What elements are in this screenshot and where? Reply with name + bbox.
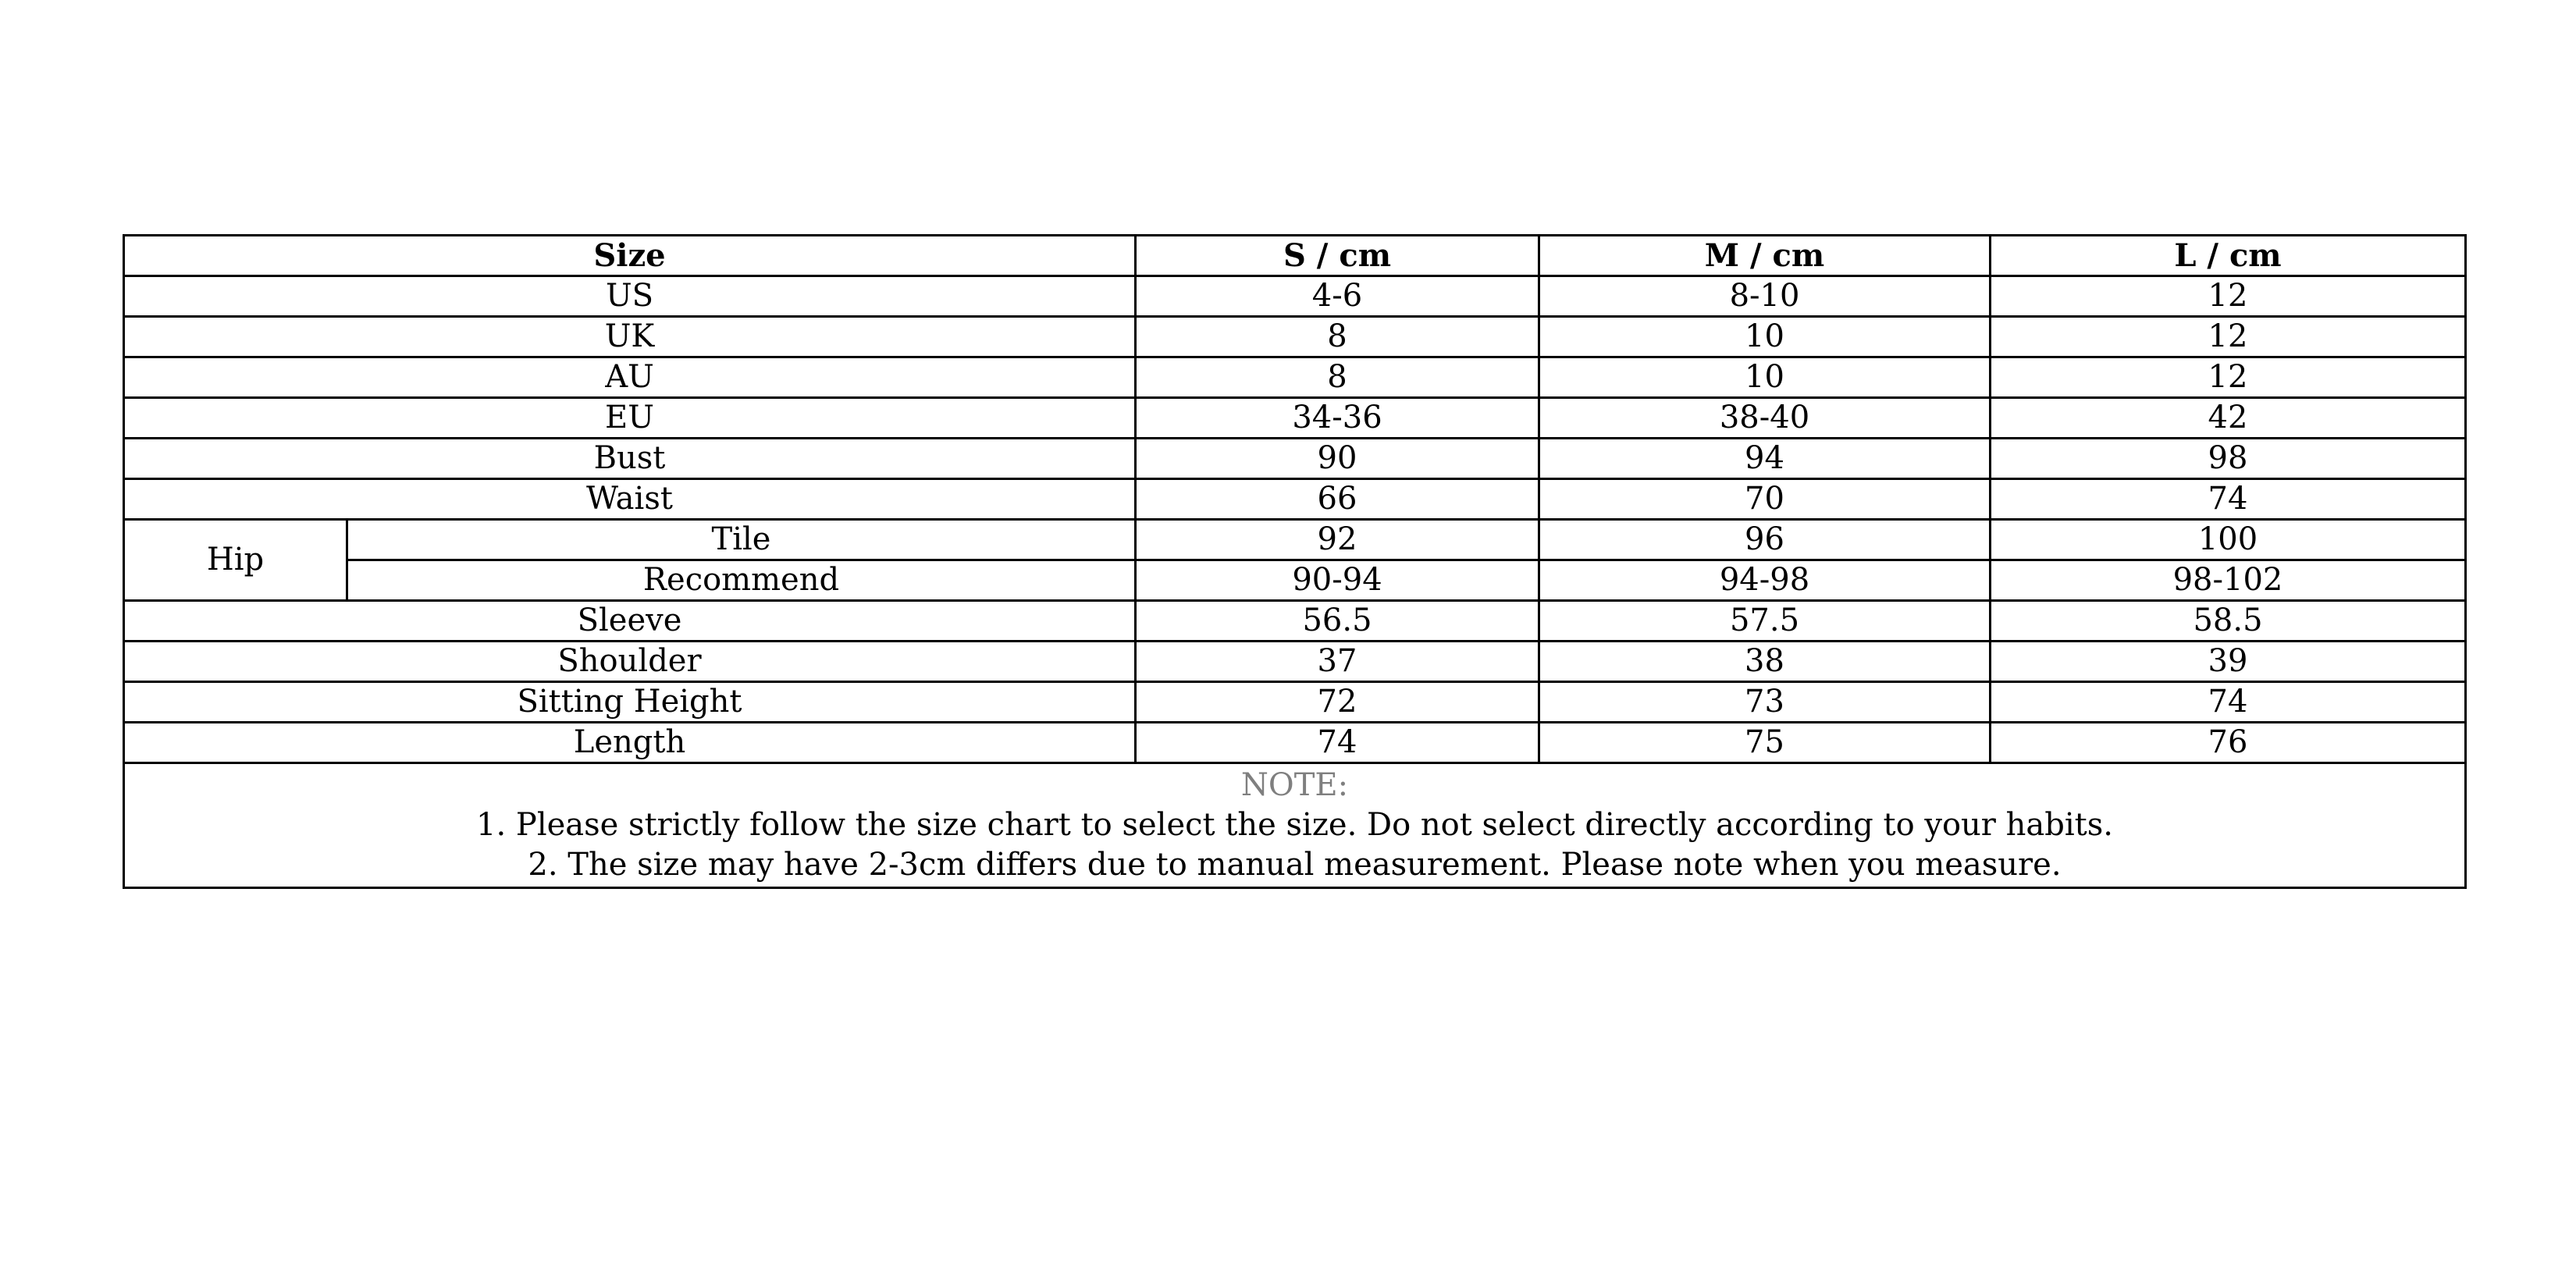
table-row-hip-tile — [124, 520, 2466, 560]
cell-m: 75 — [1539, 723, 1991, 763]
cell-m: 8-10 — [1539, 276, 1991, 317]
cell-l: 100 — [1991, 520, 2466, 560]
cell-m: 94-98 — [1539, 560, 1991, 601]
cell-m: 38-40 — [1539, 398, 1991, 439]
note-title: NOTE: — [1240, 767, 1349, 803]
row-sublabel: Tile — [347, 520, 1136, 560]
cell-l: 74 — [1991, 479, 2466, 520]
row-label: Sleeve — [124, 601, 1136, 642]
row-label: Bust — [124, 439, 1136, 479]
hip-label: Hip — [124, 520, 347, 601]
cell-s: 92 — [1136, 520, 1539, 560]
note-line-1: 1. Please strictly follow the size chart to select the size. Do not select directly according to your habits. — [476, 807, 2113, 843]
table-row-au — [124, 357, 2466, 398]
cell-m: 10 — [1539, 357, 1991, 398]
cell-s: 90 — [1136, 439, 1539, 479]
cell-m: 94 — [1539, 439, 1991, 479]
size-l-header: L / cm — [1991, 236, 2466, 276]
cell-l: 98 — [1991, 439, 2466, 479]
cell-l: 58.5 — [1991, 601, 2466, 642]
cell-l: 39 — [1991, 642, 2466, 682]
cell-m: 57.5 — [1539, 601, 1991, 642]
cell-s: 74 — [1136, 723, 1539, 763]
table-row-bust — [124, 439, 2466, 479]
table-row-us — [124, 276, 2466, 317]
cell-m: 70 — [1539, 479, 1991, 520]
cell-s: 4-6 — [1136, 276, 1539, 317]
row-label: Length — [124, 723, 1136, 763]
cell-s: 8 — [1136, 317, 1539, 357]
cell-s: 37 — [1136, 642, 1539, 682]
cell-m: 10 — [1539, 317, 1991, 357]
cell-l: 42 — [1991, 398, 2466, 439]
note-row — [124, 763, 2466, 888]
note-cell — [124, 763, 2466, 888]
cell-m: 96 — [1539, 520, 1991, 560]
cell-l: 12 — [1991, 357, 2466, 398]
row-label: UK — [124, 317, 1136, 357]
table-row-hip-recommend — [124, 560, 2466, 601]
cell-m: 38 — [1539, 642, 1991, 682]
cell-l: 76 — [1991, 723, 2466, 763]
table-row-shoulder — [124, 642, 2466, 682]
cell-l: 74 — [1991, 682, 2466, 723]
table-row-length — [124, 723, 2466, 763]
row-label: AU — [124, 357, 1136, 398]
cell-s: 56.5 — [1136, 601, 1539, 642]
row-label: US — [124, 276, 1136, 317]
table-row-uk — [124, 317, 2466, 357]
cell-s: 72 — [1136, 682, 1539, 723]
cell-s: 90-94 — [1136, 560, 1539, 601]
table-row-eu — [124, 398, 2466, 439]
size-header-cell: Size — [124, 236, 1136, 276]
row-sublabel: Recommend — [347, 560, 1136, 601]
row-label: Sitting Height — [124, 682, 1136, 723]
row-label: Waist — [124, 479, 1136, 520]
table-row-waist — [124, 479, 2466, 520]
size-m-header: M / cm — [1539, 236, 1991, 276]
cell-m: 73 — [1539, 682, 1991, 723]
cell-l: 12 — [1991, 317, 2466, 357]
size-s-header: S / cm — [1136, 236, 1539, 276]
table-header-row — [124, 236, 2466, 276]
table-row-sitting-height — [124, 682, 2466, 723]
cell-s: 66 — [1136, 479, 1539, 520]
cell-s: 34-36 — [1136, 398, 1539, 439]
note-line-2: 2. The size may have 2-3cm differs due to manual measurement. Please note when you measure. — [528, 847, 2062, 883]
row-label: EU — [124, 398, 1136, 439]
cell-l: 12 — [1991, 276, 2466, 317]
cell-s: 8 — [1136, 357, 1539, 398]
table-row-sleeve — [124, 601, 2466, 642]
row-label: Shoulder — [124, 642, 1136, 682]
size-chart-table — [123, 234, 2467, 889]
cell-l: 98-102 — [1991, 560, 2466, 601]
